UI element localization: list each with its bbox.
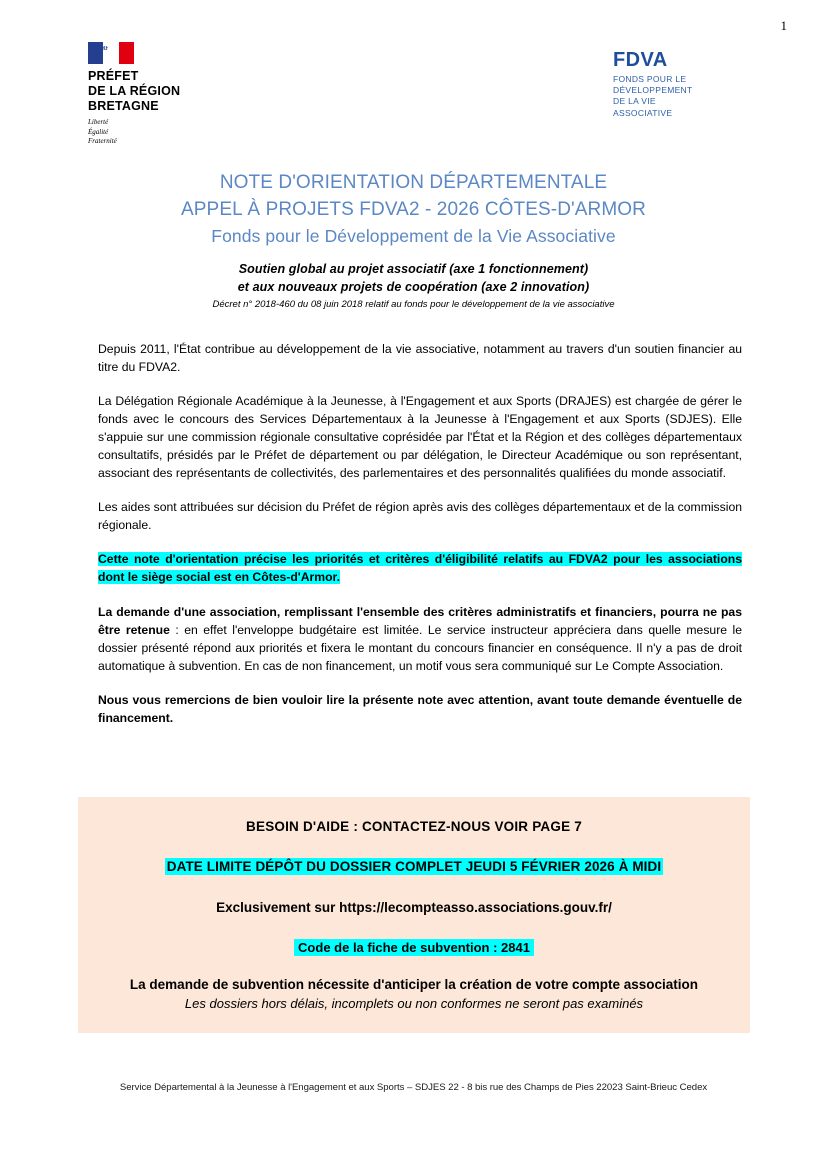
subtitle-line-2: et aux nouveaux projets de coopération (axe 2 innovation) (237, 279, 590, 294)
fdva-sub-line-2: DÉVELOPPEMENT (613, 85, 693, 96)
prefet-line-2: DE LA RÉGION (88, 83, 181, 98)
prefet-logo-text (88, 69, 238, 113)
fdva-expansion (613, 74, 692, 119)
motto-fraternite: Fraternité (88, 137, 117, 146)
french-flag-icon (88, 42, 134, 64)
application-url-line[interactable]: Exclusivement sur https://lecompteasso.associations.gouv.fr/ (216, 900, 612, 915)
motto-liberte: Liberté (88, 118, 109, 127)
deadline-highlight: DATE LIMITE DÉPÔT DU DOSSIER COMPLET JEUDI 5 FÉVRIER 2026 À MIDI (166, 859, 662, 874)
title-line-2: APPEL À PROJETS FDVA2 - 2026 CÔTES-D'ARMOR (181, 198, 646, 220)
document-subtitle (0, 261, 827, 312)
paragraph-1: Depuis 2011, l'État contribue au développement de la vie associative, notamment au travers d'un soutien financier au titre du FDVA2. (98, 342, 742, 375)
motto-egalite: Égalité (88, 127, 109, 136)
doc-title-lines (0, 170, 827, 249)
rf-mark: RF (102, 46, 109, 53)
document-body (98, 340, 742, 727)
prefet-line-3: BRETAGNE (88, 98, 159, 113)
fdva-logo (613, 50, 692, 119)
document-header (0, 42, 827, 146)
title-line-1: NOTE D'ORIENTATION DÉPARTEMENTALE (219, 172, 608, 193)
help-contact-line: BESOIN D'AIDE : CONTACTEZ-NOUS VOIR PAGE 7 (246, 819, 582, 834)
paragraph-6: Nous vous remercions de bien vouloir lire la présente note avec attention, avant toute demande éventuelle de financement. (98, 692, 742, 725)
paragraph-5-remainder: : en effet l'enveloppe budgétaire est limitée. Le service instructeur appréciera dans quelle mesure le dossier présenté répond aux priorités et fixera le montant du concours financier en conséquence. Il n'y a pas de droit automatique à subvention. En cas de non financement, un motif vous sera communiqué sur Le Compte Association. (98, 622, 742, 673)
title-line-3: Fonds pour le Développement de la Vie Associative (211, 225, 616, 246)
page-number: 1 (780, 18, 787, 33)
subtitle-line-1: Soutien global au projet associatif (axe 1 fonctionnement) (238, 262, 589, 276)
flag-red-band (119, 42, 134, 64)
decret-reference: Décret n° 2018-460 du 08 juin 2018 relatif au fonds pour le développement de la vie associative (212, 298, 615, 310)
deadline-line (90, 858, 738, 876)
paragraph-4-highlighted (98, 550, 742, 586)
paragraph-2: La Délégation Régionale Académique à la Jeunesse, à l'Engagement et aux Sports (DRAJES) est chargée de gérer le fonds avec le concours des Services Départementaux à la Jeunesse à l'Engagement et aux Sports (SDJES). Elle s'appuie sur une commission régionale consultative coprésidée par l'État et la Région et des collèges départementaux consultatifs, présidés par le Préfet de département ou par délégation, le Directeur Académique ou son représentant, associant des représentants de collectivités, des parlementaires et des personnalités qualifiées du monde associatif. (98, 394, 742, 481)
highlighted-scope-text: Cette note d'orientation précise les priorités et critères d'éligibilité relatifs au FDVA2 pour les associations dont le siège social est en Côtes-d'Armor. (98, 552, 742, 585)
fdva-sub-line-1: FONDS POUR LE (613, 74, 687, 84)
fdva-sub-line-3: DE LA VIE (613, 96, 656, 107)
document-footer: Service Départemental à la Jeunesse à l'Engagement et aux Sports – SDJES 22 - 8 bis rue des Champs de Pies 22023 Saint-Brieuc Cedex (119, 1082, 708, 1093)
fdva-sub-line-4: ASSOCIATIVE (613, 107, 673, 118)
paragraph-3: Les aides sont attribuées sur décision du Préfet de région après avis des collèges départementaux et de la commission régionale. (98, 500, 742, 533)
anticipation-line: La demande de subvention nécessite d'anticiper la création de votre compte association (129, 977, 699, 992)
republic-motto (88, 118, 238, 146)
prefet-line-1: PRÉFET (88, 69, 139, 83)
paragraph-5 (98, 603, 742, 675)
fdva-acronym: FDVA (613, 49, 668, 71)
notice-box (78, 797, 750, 1033)
page-title (0, 170, 827, 249)
subvention-code-line (90, 939, 738, 957)
subvention-code-highlight: Code de la fiche de subvention : 2841 (294, 939, 534, 956)
prefet-region-bretagne-logo (88, 42, 238, 147)
paragraph-5-bold-lead: La demande d'une association, remplissant l'ensemble des critères administratifs et financiers, pourra ne pas être retenue (98, 604, 742, 637)
warning-line: Les dossiers hors délais, incomplets ou non conformes ne seront pas examinés (184, 996, 644, 1011)
